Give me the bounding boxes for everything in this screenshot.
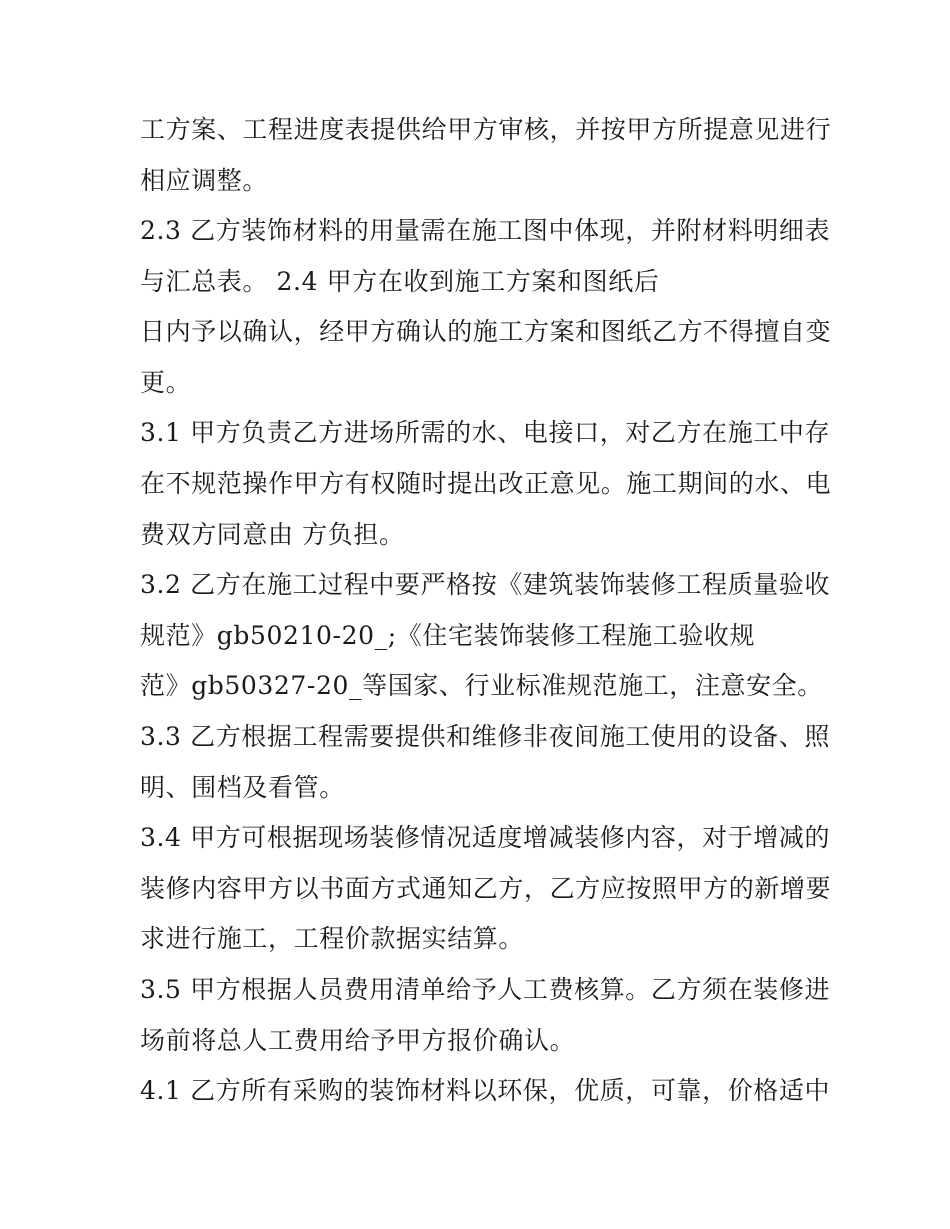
text-line: 与汇总表。 2.4 甲方在收到施工方案和图纸后 xyxy=(140,267,660,296)
text-line: 规范》gb50210-20_;《住宅装饰装修工程施工验收规 xyxy=(140,621,756,650)
text-line: 3.3 乙方根据工程需要提供和维修非夜间施工使用的设备、照 xyxy=(140,722,831,751)
text-line: 3.1 甲方负责乙方进场所需的水、电接口，对乙方在施工中存 xyxy=(140,418,831,447)
text-line: 相应调整。 xyxy=(140,166,269,195)
text-line: 2.3 乙方装饰材料的用量需在施工图中体现，并附材料明细表 xyxy=(140,216,831,245)
text-line: 3.4 甲方可根据现场装修情况适度增减装修内容，对于增减的 xyxy=(140,823,831,852)
text-line: 求进行施工，工程价款据实结算。 xyxy=(140,924,525,953)
text-line: 工方案、工程进度表提供给甲方审核，并按甲方所提意见进行 xyxy=(140,115,832,144)
text-line: 日内予以确认，经甲方确认的施工方案和图纸乙方不得擅自变 xyxy=(140,317,832,346)
text-line: 明、围档及看管。 xyxy=(140,773,345,802)
text-line: 3.5 甲方根据人员费用清单给予人工费核算。乙方须在装修进 xyxy=(140,975,831,1004)
text-line: 4.1 乙方所有采购的装饰材料以环保，优质，可靠，价格适中 xyxy=(140,1076,831,1105)
text-line: 3.2 乙方在施工过程中要严格按《建筑装饰装修工程质量验收 xyxy=(140,570,831,599)
text-line: 场前将总人工费用给予甲方报价确认。 xyxy=(140,1026,576,1055)
text-line: 更。 xyxy=(140,368,192,397)
text-line: 范》gb50327-20_等国家、行业标准规范施工，注意安全。 xyxy=(140,671,823,700)
text-line: 费双方同意由 方负担。 xyxy=(140,520,405,549)
text-line: 在不规范操作甲方有权随时提出改正意见。施工期间的水、电 xyxy=(140,469,832,498)
text-line: 装修内容甲方以书面方式通知乙方，乙方应按照甲方的新增要 xyxy=(140,874,832,903)
